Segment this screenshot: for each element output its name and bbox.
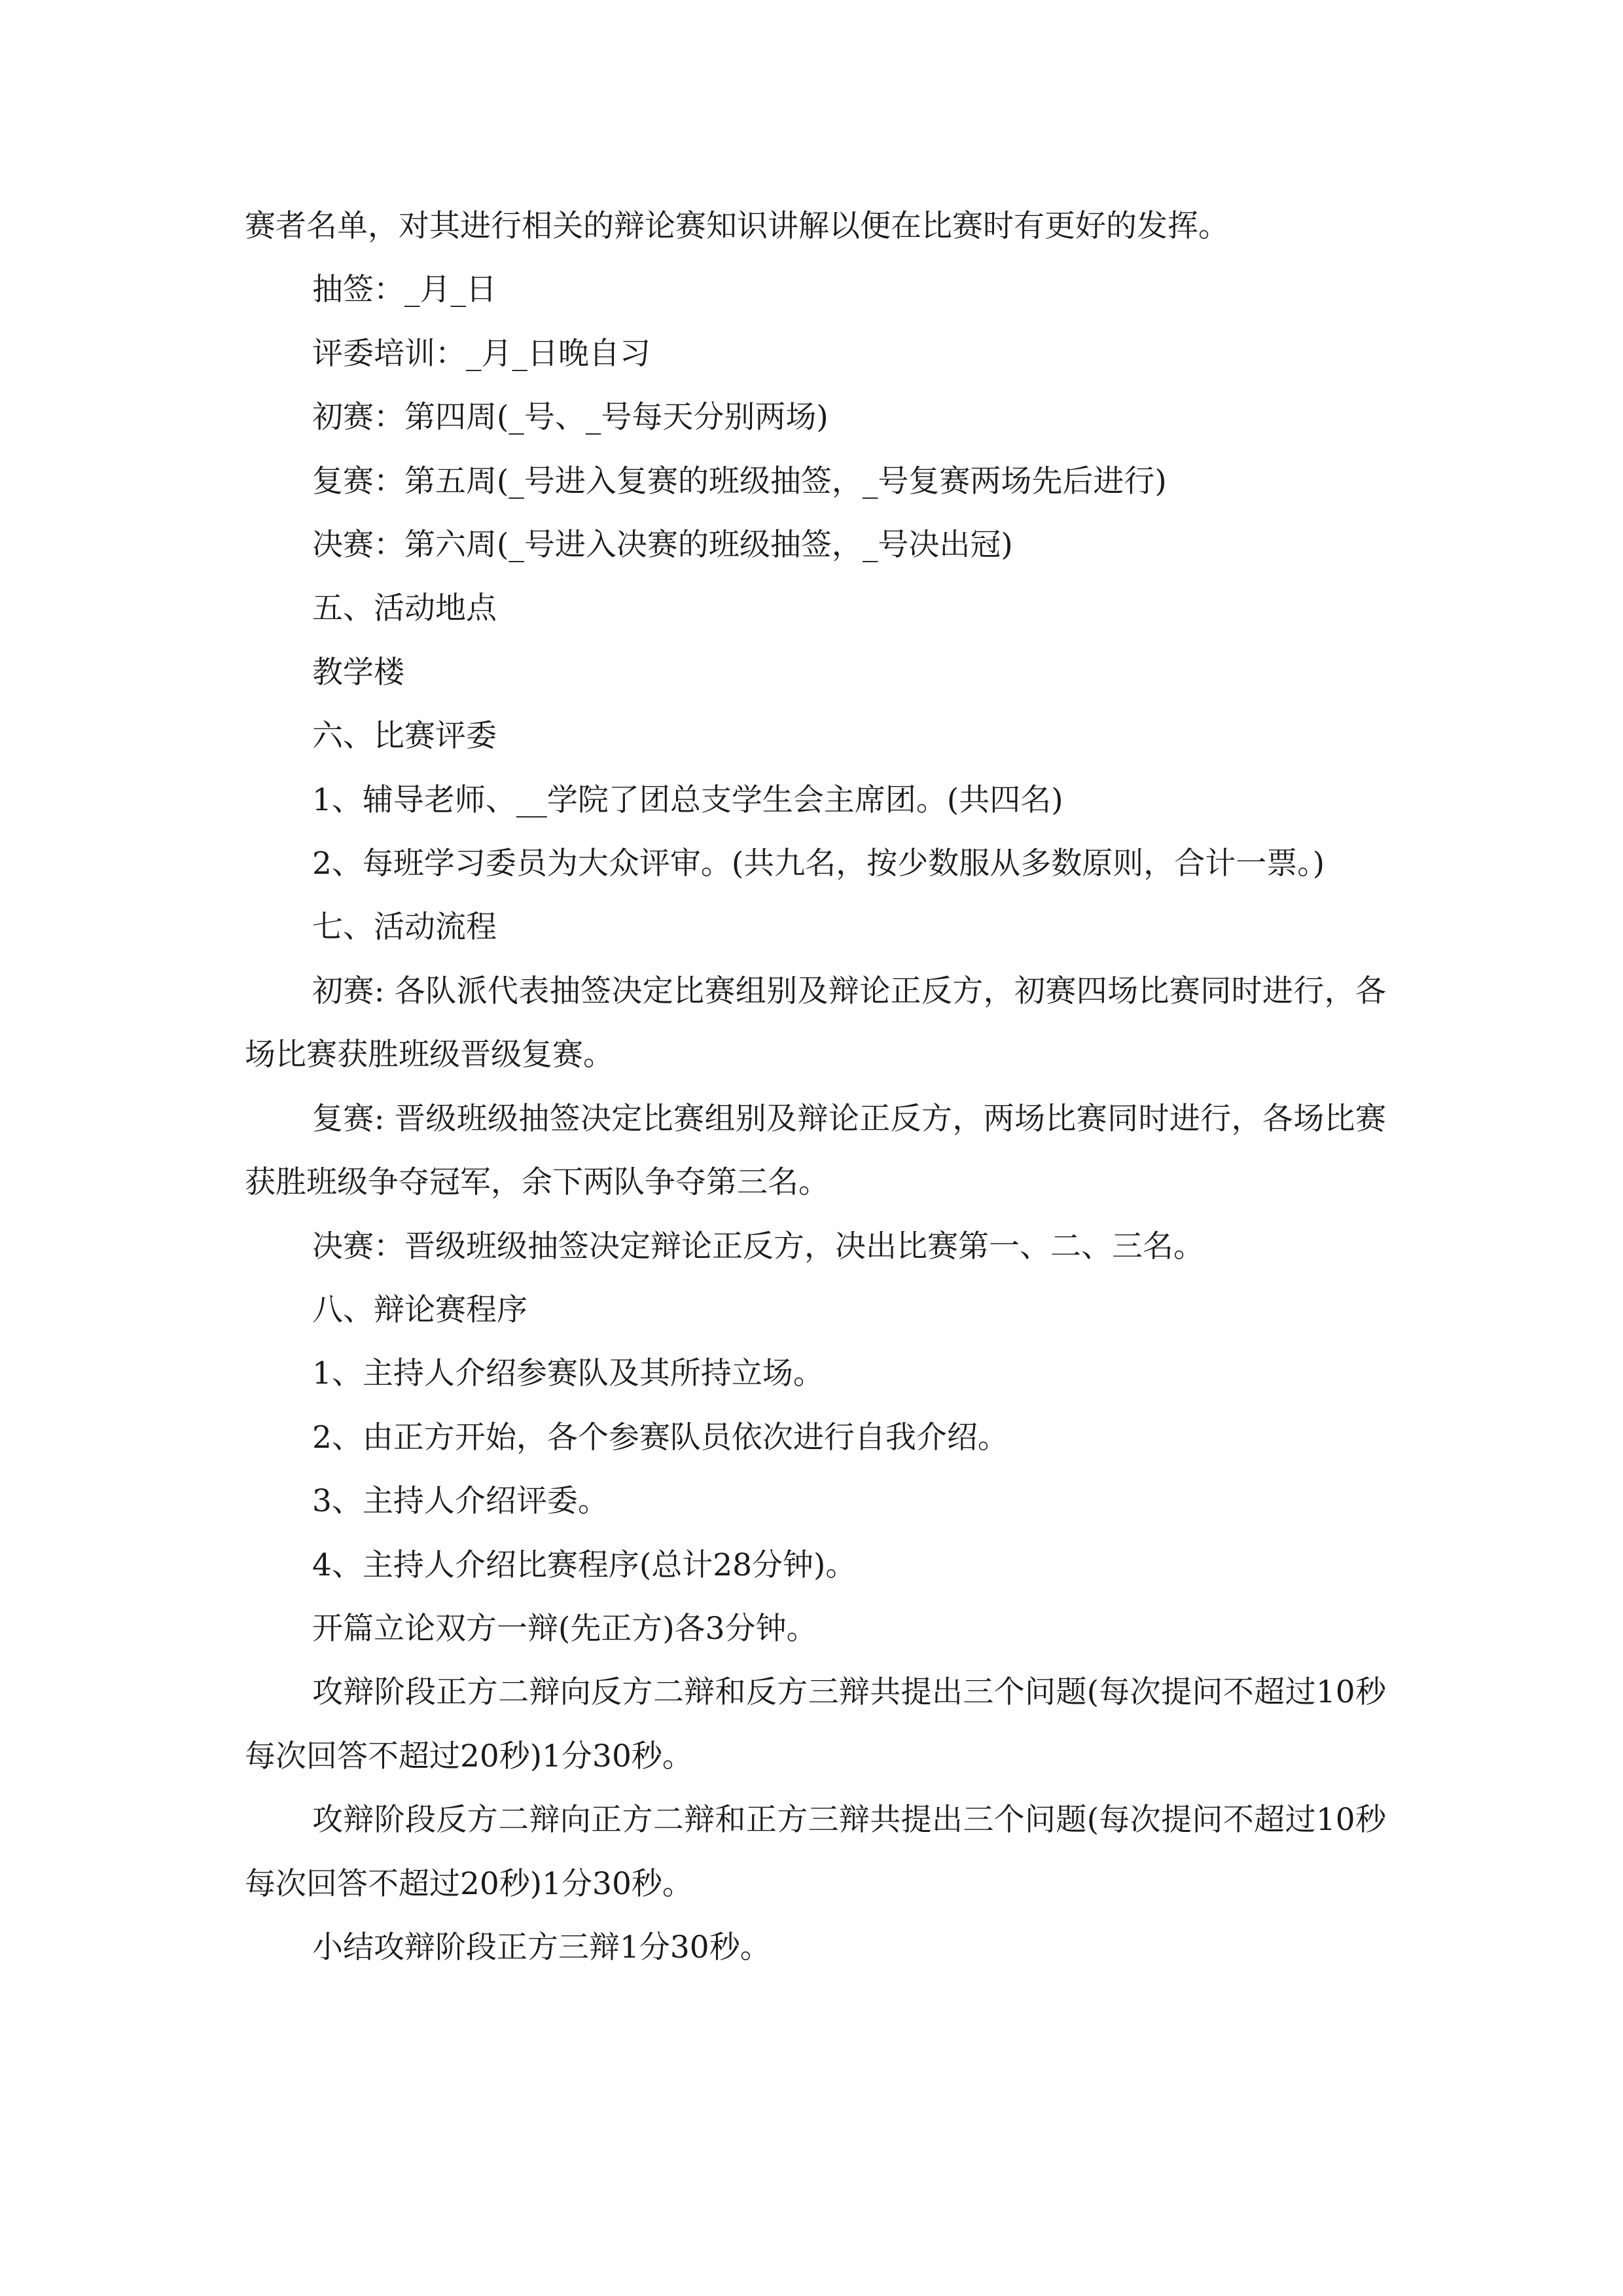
- paragraph-procedure-3: 3、主持人介绍评委。: [312, 1483, 609, 1520]
- paragraph-semifinal-schedule: 复赛：第五周(_号进入复赛的班级抽签，_号复赛两场先后进行): [312, 463, 1167, 499]
- paragraph-opening-statement: 开篇立论双方一辩(先正方)各3分钟。: [312, 1610, 817, 1647]
- paragraph-judges-1: 1、辅导老师、__学院了团总支学生会主席团。(共四名): [312, 781, 1063, 818]
- paragraph-procedure-1: 1、主持人介绍参赛队及其所持立场。: [312, 1355, 824, 1392]
- paragraph-procedure-4: 4、主持人介绍比赛程序(总计28分钟)。: [312, 1547, 857, 1583]
- paragraph-cross-exam-affirmative: 攻辩阶段正方二辩向反方二辩和反方三辩共提出三个问题(每次提问不超过10秒每次回答不超过20秒)1分30秒。: [245, 1674, 1386, 1774]
- paragraph-final-schedule: 决赛：第六周(_号进入决赛的班级抽签，_号决出冠): [312, 527, 1013, 564]
- paragraph-semifinal-process: 复赛: 晋级班级抽签决定比赛组别及辩论正反方，两场比赛同时进行，各场比赛获胜班级争夺冠军，余下两队争夺第三名。: [245, 1100, 1386, 1201]
- paragraph-procedure-2: 2、由正方开始，各个参赛队员依次进行自我介绍。: [312, 1419, 1008, 1456]
- heading-debate-procedure: 八、辩论赛程序: [312, 1291, 527, 1328]
- paragraph-contestant-list: 赛者名单，对其进行相关的辩论赛知识讲解以便在比赛时有更好的发挥。: [245, 208, 1229, 244]
- document-body: [245, 194, 1386, 1979]
- paragraph-cross-exam-negative: 攻辩阶段反方二辩向正方二辩和正方三辩共提出三个问题(每次提问不超过10秒每次回答不超过20秒)1分30秒。: [245, 1802, 1386, 1902]
- heading-judges: 六、比赛评委: [312, 718, 497, 755]
- paragraph-draw-date: 抽签：_月_日: [312, 272, 497, 308]
- heading-activity-process: 七、活动流程: [312, 909, 497, 946]
- paragraph-cross-exam-summary: 小结攻辩阶段正方三辩1分30秒。: [312, 1929, 771, 1965]
- paragraph-judge-training: 评委培训：_月_日晚自习: [312, 335, 651, 372]
- paragraph-preliminary-schedule: 初赛：第四周(_号、_号每天分别两场): [312, 399, 829, 436]
- paragraph-preliminary-process: 初赛: 各队派代表抽签决定比赛组别及辩论正反方，初赛四场比赛同时进行，各场比赛获胜班级晋级复赛。: [245, 973, 1386, 1073]
- paragraph-location: 教学楼: [312, 654, 404, 691]
- paragraph-judges-2: 2、每班学习委员为大众评审。(共九名，按少数服从多数原则，合计一票。): [312, 846, 1325, 882]
- heading-activity-location: 五、活动地点: [312, 590, 497, 627]
- paragraph-final-process: 决赛：晋级班级抽签决定辩论正反方，决出比赛第一、二、三名。: [312, 1228, 1204, 1265]
